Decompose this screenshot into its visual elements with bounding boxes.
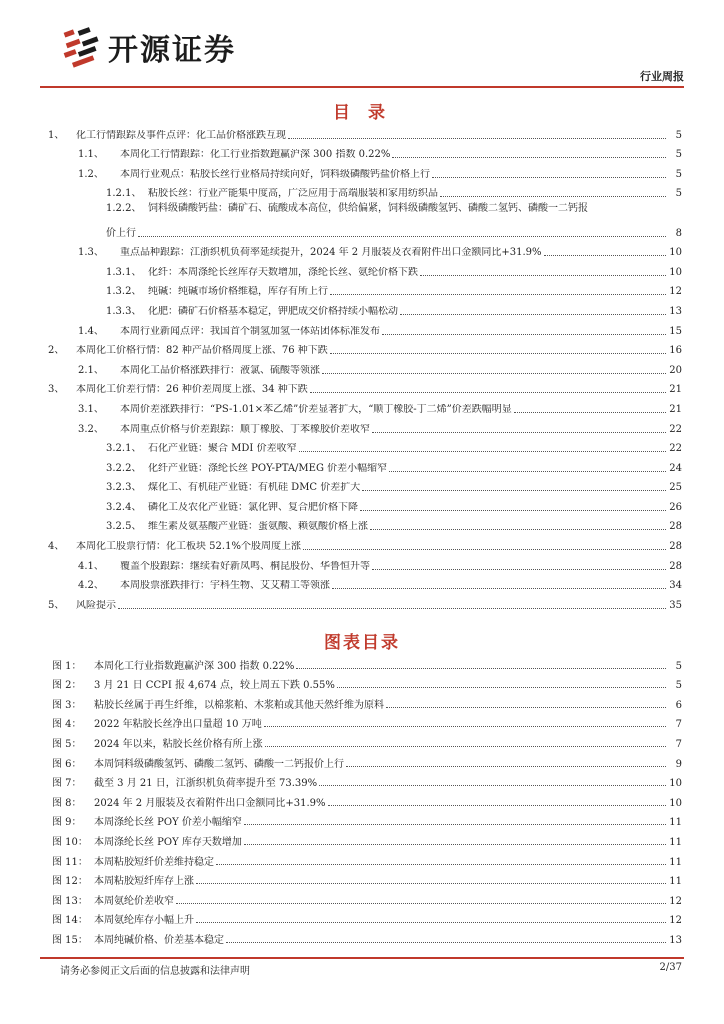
toc-entry[interactable]	[48, 142, 682, 162]
toc-entry-number: 3.1、	[78, 403, 104, 415]
toc-leader-dots	[118, 608, 666, 609]
figure-entry-number: 图 10：	[52, 836, 88, 848]
figure-entry-page: 11	[669, 836, 682, 848]
toc-entry-number: 4.2、	[78, 580, 104, 592]
toc-leader-dots	[440, 196, 666, 197]
toc-entry-page: 5	[675, 149, 682, 161]
toc-entry-label: 本周股票涨跌排行：宇科生物、艾艾精工等领涨	[120, 580, 330, 592]
toc-entry-label: 重点品种跟踪：江浙织机负荷率延续提升，2024 年 2 月服装及衣着附件出口金额同比+31.9%	[120, 247, 542, 259]
toc-leader-dots	[332, 588, 666, 589]
toc-entry-number: 1.3.3、	[106, 305, 142, 317]
toc-entry-page: 25	[669, 482, 682, 494]
figure-leader-dots	[328, 805, 667, 806]
figure-entry-page: 11	[669, 876, 682, 888]
toc-entry-number: 1.2.1、	[106, 188, 142, 200]
figure-leader-dots	[244, 824, 666, 825]
figure-entry-page: 6	[675, 699, 682, 711]
figure-entry[interactable]	[52, 848, 682, 868]
figure-entry-label: 本周粘胶短纤价差维持稳定	[94, 856, 214, 868]
toc-entry-number: 1.3、	[78, 247, 104, 259]
toc-entry-number: 3.2.1、	[106, 443, 142, 455]
toc-entry-page: 35	[669, 599, 682, 611]
toc-entry[interactable]	[48, 259, 682, 279]
toc-entry-page: 21	[669, 384, 682, 396]
toc-entry-number: 1、	[48, 129, 65, 141]
figure-entry-number: 图 13：	[52, 895, 88, 907]
toc-entry[interactable]	[48, 357, 682, 377]
toc-entry-page: 34	[669, 580, 682, 592]
figure-entry-page: 5	[675, 680, 682, 692]
figure-entry-number: 图 2：	[52, 680, 82, 692]
figure-entry[interactable]	[52, 770, 682, 790]
toc-entry-label: 本周重点价格与价差跟踪：顺丁橡胶、丁苯橡胶价差收窄	[120, 423, 370, 435]
figure-entry[interactable]	[52, 828, 682, 848]
toc-entry-label-cont: 价上行	[106, 227, 136, 239]
toc-entry-label: 化工行情跟踪及事件点评：化工品价格涨跌互现	[76, 129, 286, 141]
figure-entry-page: 9	[675, 758, 682, 770]
toc-entry-label: 覆盖个股跟踪：继续看好新凤鸣、桐昆股份、华鲁恒升等	[120, 560, 370, 572]
figure-leader-dots	[176, 903, 666, 904]
figure-entry-number: 图 4：	[52, 719, 82, 731]
toc-entry-page: 10	[669, 247, 682, 259]
page-header	[0, 0, 724, 90]
figure-entry-number: 图 7：	[52, 778, 82, 790]
toc-entry-page: 28	[669, 560, 682, 572]
toc-entry-label: 化纤：本周涤纶长丝库存天数增加，涤纶长丝、氨纶价格下跌	[148, 266, 418, 278]
figure-entry-label: 3 月 21 日 CCPI 报 4,674 点，较上周五下跌 0.55%	[94, 680, 335, 692]
toc-leader-dots	[362, 490, 666, 491]
toc-entry-number: 1.3.2、	[106, 286, 142, 298]
toc-title: 目 录	[333, 103, 391, 123]
figure-leader-dots	[216, 864, 666, 865]
figure-entry-page: 7	[675, 719, 682, 731]
figure-entry-label: 本周饲料级磷酸氢钙、磷酸二氢钙、磷酸一二钙报价上行	[94, 758, 344, 770]
toc-entry-number: 4、	[48, 541, 65, 553]
figure-entry-label: 2024 年以来，粘胶长丝价格有所上涨	[94, 738, 263, 750]
figure-entry-label: 本周氨纶库存小幅上升	[94, 915, 194, 927]
toc-entry-page: 21	[669, 403, 682, 415]
brand-name: 开源证券	[108, 33, 236, 68]
toc-entry-label: 化纤产业链：涤纶长丝 POY-PTA/MEG 价差小幅缩窄	[148, 462, 388, 474]
toc-entry-label: 石化产业链：聚合 MDI 价差收窄	[148, 443, 297, 455]
toc-leader-dots	[370, 529, 666, 530]
toc-leader-dots	[372, 432, 666, 433]
toc-entry-label: 维生素及氨基酸产业链：蛋氨酸、赖氨酸价格上涨	[148, 521, 368, 533]
figure-entry-page: 11	[669, 817, 682, 829]
figure-leader-dots	[346, 766, 666, 767]
toc-entry[interactable]	[48, 592, 682, 612]
figure-entry-number: 图 8：	[52, 797, 82, 809]
toc-entry-label: 粘胶长丝：行业产能集中度高，广泛应用于高端服装和家用纺织品	[148, 188, 438, 200]
header-divider	[40, 86, 684, 88]
figure-list	[52, 652, 682, 946]
figure-leader-dots	[296, 668, 666, 669]
toc-entry-page: 13	[669, 305, 682, 317]
toc-entry-page: 5	[675, 188, 682, 200]
toc-entry-label: 本周化工价格行情：82 种产品价格周度上涨、76 种下跌	[76, 345, 328, 357]
toc-leader-dots	[392, 157, 666, 158]
toc-entry[interactable]	[48, 122, 682, 142]
toc-leader-dots	[322, 373, 666, 374]
figure-leader-dots	[244, 844, 666, 845]
toc-leader-dots	[330, 353, 666, 354]
figure-entry[interactable]	[52, 926, 682, 946]
toc-entry-page: 12	[669, 286, 682, 298]
toc-entry-number: 1.2.2、	[106, 203, 142, 215]
brand-logo-icon	[62, 25, 104, 69]
toc-entry-label: 纯碱：纯碱市场价格维稳，库存有所上行	[148, 286, 328, 298]
toc-leader-dots	[360, 510, 666, 511]
toc-entry[interactable]	[48, 161, 682, 181]
toc-entry-page: 26	[669, 501, 682, 513]
toc-entry-label: 本周化工股票行情：化工板块 52.1%个股周度上涨	[76, 541, 301, 553]
figure-entry-label: 粘胶长丝属于再生纤维，以棉浆粕、木浆粕或其他天然纤维为原料	[94, 699, 384, 711]
toc-entry-number: 2、	[48, 345, 65, 357]
toc-entry[interactable]	[48, 416, 682, 436]
toc-leader-dots	[372, 569, 666, 570]
figure-entry-page: 12	[669, 915, 682, 927]
figure-entry-page: 10	[669, 797, 682, 809]
toc-entry-label: 本周价差涨跌排行：“PS-1.01×苯乙烯”价差显著扩大，“顺丁橡胶-丁二烯”价差跌幅明显	[120, 403, 512, 415]
figure-entry-page: 13	[669, 934, 682, 946]
figure-entry[interactable]	[52, 652, 682, 672]
toc-entry-number: 3.2.2、	[106, 462, 142, 474]
figure-entry-label: 本周涤纶长丝 POY 库存天数增加	[94, 836, 242, 848]
figure-entry-label: 截至 3 月 21 日，江浙织机负荷率提升至 73.39%	[94, 778, 318, 790]
figure-entry-page: 7	[675, 738, 682, 750]
figure-entry-number: 图 3：	[52, 699, 82, 711]
toc-entry-label: 本周化工价差行情：26 种价差周度上涨、34 种下跌	[76, 384, 308, 396]
figure-entry-number: 图 6：	[52, 758, 82, 770]
toc-entry-page: 20	[669, 364, 682, 376]
toc-entry-label: 风险提示	[76, 599, 116, 611]
toc-leader-dots	[389, 471, 666, 472]
figure-leader-dots	[226, 942, 666, 943]
figure-entry-label: 2024 年 2 月服装及衣着附件出口金额同比+31.9%	[94, 797, 326, 809]
toc-entry[interactable]	[48, 318, 682, 338]
toc-entry-page: 22	[669, 423, 682, 435]
figure-entry[interactable]	[52, 750, 682, 770]
figure-leader-dots	[264, 726, 666, 727]
toc-entry-number: 5、	[48, 599, 65, 611]
toc-entry-number: 3.2.3、	[106, 482, 142, 494]
toc-entry-page: 5	[675, 129, 682, 141]
toc-entry-page: 15	[669, 325, 682, 337]
figure-entry-page: 10	[669, 778, 682, 790]
toc-entry-number: 1.4、	[78, 325, 104, 337]
toc-entry[interactable]	[48, 181, 682, 201]
figure-entry[interactable]	[52, 887, 682, 907]
figure-entry-number: 图 14：	[52, 915, 88, 927]
figure-entry[interactable]	[52, 691, 682, 711]
toc-entry[interactable]	[48, 553, 682, 573]
toc-entry-label: 本周化工行情跟踪：化工行业指数跑赢沪深 300 指数 0.22%	[120, 149, 391, 161]
toc-entry[interactable]	[48, 396, 682, 416]
toc-entry[interactable]	[48, 494, 682, 514]
toc-entry-label: 磷化工及农化产业链：氯化钾、复合肥价格下降	[148, 501, 358, 513]
brand-logo	[62, 22, 236, 72]
figure-entry-page: 5	[675, 660, 682, 672]
toc-entry[interactable]	[48, 240, 682, 260]
figure-leader-dots	[386, 707, 666, 708]
toc-entry-number: 3.2.5、	[106, 521, 142, 533]
toc-entry[interactable]	[48, 279, 682, 299]
toc-leader-dots	[303, 549, 666, 550]
toc-entry[interactable]	[48, 377, 682, 397]
toc-leader-dots	[432, 177, 666, 178]
figure-entry-label: 本周氨纶价差收窄	[94, 895, 174, 907]
toc-entry[interactable]	[48, 514, 682, 534]
toc-entry[interactable]	[48, 436, 682, 456]
toc-entry-page: 24	[669, 462, 682, 474]
toc-entry-page: 5	[675, 168, 682, 180]
figure-entry-number: 图 9：	[52, 817, 82, 829]
toc-entry-number: 2.1、	[78, 364, 104, 376]
toc-leader-dots	[330, 294, 666, 295]
figure-entry-number: 图 11：	[52, 856, 88, 868]
toc-entry-label: 饲料级磷酸钙盐：磷矿石、硫酸成本高位，供给偏紧，饲料级磷酸氢钙、磷酸二氢钙、磷酸一二钙报	[148, 203, 588, 215]
toc-leader-dots	[400, 314, 666, 315]
toc-entry-page: 22	[669, 443, 682, 455]
table-of-contents	[48, 122, 682, 612]
toc-entry[interactable]	[48, 455, 682, 475]
toc-entry[interactable]	[48, 573, 682, 593]
toc-entry-page: 28	[669, 541, 682, 553]
toc-leader-dots	[514, 412, 666, 413]
figure-leader-dots	[196, 922, 666, 923]
toc-entry-page: 8	[675, 227, 682, 239]
figure-entry-page: 12	[669, 895, 682, 907]
toc-entry[interactable]	[48, 533, 682, 553]
report-type: 行业周报	[640, 70, 684, 83]
figure-entry[interactable]	[52, 789, 682, 809]
figure-entry[interactable]	[52, 672, 682, 692]
footer-disclaimer: 请务必参阅正文后面的信息披露和法律声明	[60, 966, 250, 977]
figure-leader-dots	[196, 883, 666, 884]
figure-entry-page: 11	[669, 856, 682, 868]
toc-entry-page: 10	[669, 266, 682, 278]
toc-leader-dots	[310, 392, 666, 393]
figure-leader-dots	[265, 746, 666, 747]
toc-entry[interactable]	[48, 338, 682, 358]
figure-leader-dots	[337, 687, 666, 688]
toc-entry-page: 16	[669, 345, 682, 357]
toc-leader-dots	[420, 275, 666, 276]
figure-entry-number: 图 5：	[52, 738, 82, 750]
figure-entry-number: 图 15：	[52, 934, 88, 946]
figure-leader-dots	[319, 785, 666, 786]
toc-entry-number: 3.2、	[78, 423, 104, 435]
figure-entry[interactable]	[52, 868, 682, 888]
footer-divider	[40, 957, 684, 959]
toc-entry-number: 1.1、	[78, 149, 104, 161]
toc-entry-label: 煤化工、有机硅产业链：有机硅 DMC 价差扩大	[148, 482, 361, 494]
figure-entry-label: 2022 年粘胶长丝净出口量超 10 万吨	[94, 719, 262, 731]
toc-leader-dots	[138, 236, 666, 237]
figure-entry-label: 本周涤纶长丝 POY 价差小幅缩窄	[94, 817, 242, 829]
toc-entry-label: 本周行业新闻点评：我国首个制氢加氢一体站团体标准发布	[120, 325, 380, 337]
toc-entry-number: 1.2、	[78, 168, 104, 180]
figure-entry-number: 图 12：	[52, 876, 88, 888]
toc-entry-label: 化肥：磷矿石价格基本稳定，钾肥成交价格持续小幅松动	[148, 305, 398, 317]
page-number: 2/37	[659, 962, 682, 973]
figure-entry-label: 本周化工行业指数跑赢沪深 300 指数 0.22%	[94, 660, 295, 672]
figure-entry[interactable]	[52, 730, 682, 750]
toc-entry[interactable]	[48, 200, 682, 239]
toc-leader-dots	[382, 334, 666, 335]
figure-entry[interactable]	[52, 809, 682, 829]
toc-entry-label: 本周行业观点：粘胶长丝行业格局持续向好，饲料级磷酸钙盐价格上行	[120, 168, 430, 180]
toc-entry-label: 本周化工品价格涨跌排行：液氯、硫酸等领涨	[120, 364, 320, 376]
toc-leader-dots	[544, 255, 667, 256]
figure-entry[interactable]	[52, 907, 682, 927]
figure-list-title: 图表目录	[324, 633, 400, 653]
figure-entry-label: 本周粘胶短纤库存上涨	[94, 876, 194, 888]
toc-leader-dots	[288, 138, 666, 139]
toc-entry-number: 1.3.1、	[106, 266, 142, 278]
toc-entry-number: 4.1、	[78, 560, 104, 572]
figure-entry[interactable]	[52, 711, 682, 731]
toc-entry-number: 3.2.4、	[106, 501, 142, 513]
toc-entry-number: 3、	[48, 384, 65, 396]
toc-entry[interactable]	[48, 298, 682, 318]
toc-leader-dots	[299, 451, 666, 452]
toc-entry[interactable]	[48, 475, 682, 495]
figure-entry-number: 图 1：	[52, 660, 82, 672]
toc-entry-page: 28	[669, 521, 682, 533]
figure-entry-label: 本周纯碱价格、价差基本稳定	[94, 934, 224, 946]
